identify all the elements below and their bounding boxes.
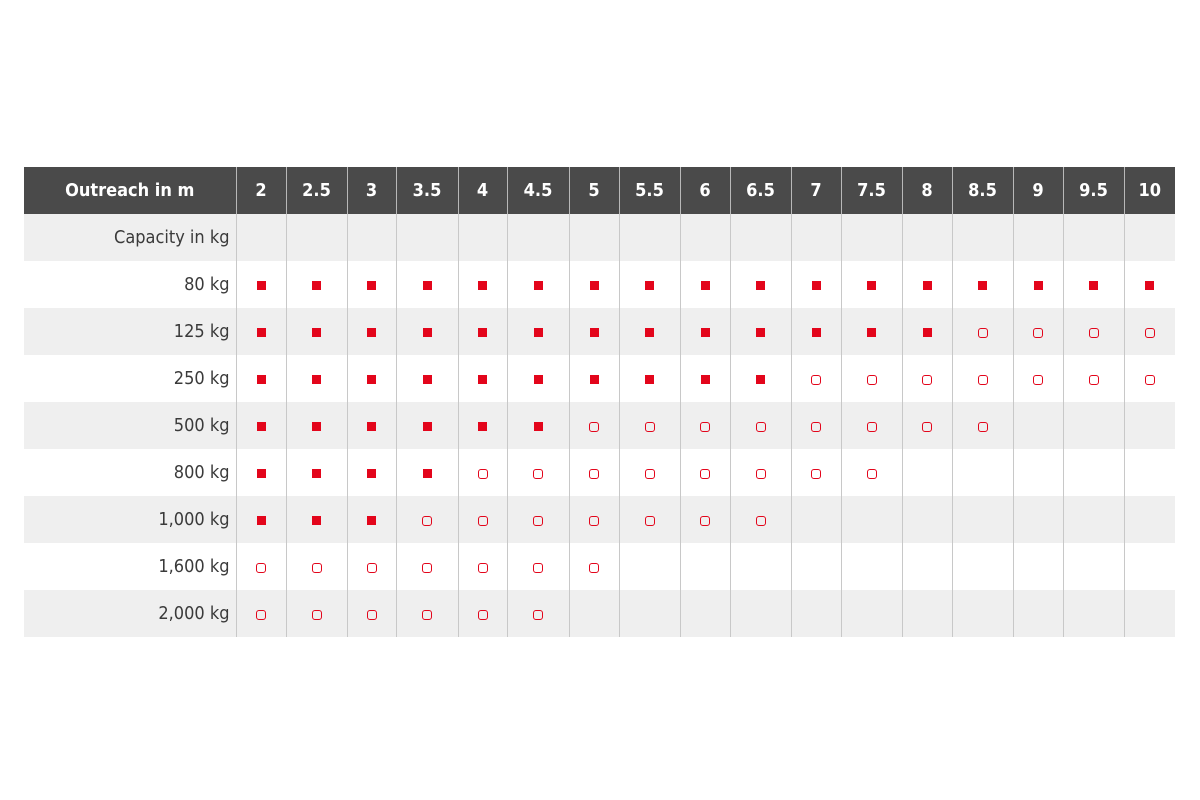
- table-body: [24, 214, 1175, 637]
- capacity-row-label: 125 kg: [24, 308, 236, 355]
- capacity-cell: [902, 543, 952, 590]
- filled-square-icon: [423, 422, 432, 431]
- outline-rounded-square-icon: [533, 469, 543, 479]
- outline-rounded-square-icon: [811, 469, 821, 479]
- capacity-cell: [791, 402, 841, 449]
- capacity-cell: [286, 449, 347, 496]
- header-row: [24, 167, 1175, 214]
- empty-cell: [507, 214, 569, 261]
- filled-square-icon: [534, 281, 543, 290]
- capacity-cell: [619, 590, 680, 637]
- filled-square-icon: [812, 328, 821, 337]
- capacity-cell: [1013, 590, 1063, 637]
- capacity-cell: [730, 402, 791, 449]
- table-row: [24, 261, 1175, 308]
- capacity-cell: [458, 543, 507, 590]
- filled-square-icon: [367, 328, 376, 337]
- filled-square-icon: [312, 281, 321, 290]
- capacity-cell: [507, 543, 569, 590]
- outline-rounded-square-icon: [256, 610, 266, 620]
- capacity-cell: [1063, 496, 1124, 543]
- capacity-cell: [236, 496, 286, 543]
- empty-cell: [1063, 214, 1124, 261]
- capacity-cell: [1063, 308, 1124, 355]
- empty-cell: [841, 214, 902, 261]
- capacity-cell: [1013, 449, 1063, 496]
- outline-rounded-square-icon: [256, 563, 266, 573]
- capacity-cell: [458, 355, 507, 402]
- filled-square-icon: [978, 281, 987, 290]
- outreach-column-header: 4: [458, 167, 507, 214]
- outreach-header-label: Outreach in m: [24, 167, 236, 214]
- capacity-cell: [286, 261, 347, 308]
- empty-cell: [1013, 214, 1063, 261]
- capacity-cell: [396, 590, 458, 637]
- capacity-cell: [286, 308, 347, 355]
- capacity-cell: [730, 261, 791, 308]
- capacity-cell: [1013, 261, 1063, 308]
- outline-rounded-square-icon: [700, 516, 710, 526]
- capacity-row-label: 80 kg: [24, 261, 236, 308]
- empty-cell: [952, 214, 1013, 261]
- capacity-cell: [569, 449, 619, 496]
- capacity-cell: [791, 355, 841, 402]
- filled-square-icon: [590, 328, 599, 337]
- capacity-cell: [569, 355, 619, 402]
- outline-rounded-square-icon: [700, 422, 710, 432]
- filled-square-icon: [312, 469, 321, 478]
- capacity-cell: [619, 402, 680, 449]
- table-row: [24, 543, 1175, 590]
- capacity-cell: [680, 402, 730, 449]
- filled-square-icon: [867, 328, 876, 337]
- outline-rounded-square-icon: [589, 469, 599, 479]
- outreach-column-header: 9.5: [1063, 167, 1124, 214]
- capacity-cell: [791, 449, 841, 496]
- capacity-cell: [902, 308, 952, 355]
- capacity-cell: [680, 590, 730, 637]
- outline-rounded-square-icon: [367, 563, 377, 573]
- capacity-cell: [1124, 543, 1175, 590]
- filled-square-icon: [590, 281, 599, 290]
- capacity-cell: [569, 496, 619, 543]
- capacity-cell: [1124, 402, 1175, 449]
- outline-rounded-square-icon: [478, 563, 488, 573]
- outline-rounded-square-icon: [756, 516, 766, 526]
- capacity-cell: [1124, 355, 1175, 402]
- capacity-cell: [396, 355, 458, 402]
- capacity-cell: [507, 355, 569, 402]
- capacity-cell: [791, 590, 841, 637]
- capacity-cell: [569, 590, 619, 637]
- capacity-cell: [902, 496, 952, 543]
- filled-square-icon: [534, 328, 543, 337]
- outline-rounded-square-icon: [422, 610, 432, 620]
- capacity-cell: [458, 590, 507, 637]
- outreach-column-header: 3.5: [396, 167, 458, 214]
- outreach-column-header: 7: [791, 167, 841, 214]
- capacity-cell: [507, 308, 569, 355]
- capacity-cell: [730, 308, 791, 355]
- capacity-cell: [1124, 496, 1175, 543]
- empty-cell: [458, 214, 507, 261]
- capacity-cell: [507, 402, 569, 449]
- capacity-cell: [347, 261, 396, 308]
- capacity-cell: [1063, 402, 1124, 449]
- capacity-cell: [619, 308, 680, 355]
- filled-square-icon: [923, 328, 932, 337]
- filled-square-icon: [590, 375, 599, 384]
- capacity-cell: [841, 261, 902, 308]
- filled-square-icon: [645, 375, 654, 384]
- capacity-cell: [619, 496, 680, 543]
- capacity-cell: [902, 449, 952, 496]
- filled-square-icon: [423, 328, 432, 337]
- filled-square-icon: [923, 281, 932, 290]
- outline-rounded-square-icon: [478, 516, 488, 526]
- outline-rounded-square-icon: [1089, 328, 1099, 338]
- capacity-cell: [902, 590, 952, 637]
- filled-square-icon: [257, 375, 266, 384]
- capacity-cell: [952, 590, 1013, 637]
- outreach-column-header: 5: [569, 167, 619, 214]
- capacity-cell: [507, 590, 569, 637]
- capacity-cell: [730, 496, 791, 543]
- capacity-cell: [1063, 261, 1124, 308]
- capacity-cell: [680, 449, 730, 496]
- outreach-column-header: 5.5: [619, 167, 680, 214]
- filled-square-icon: [367, 281, 376, 290]
- outline-rounded-square-icon: [478, 469, 488, 479]
- capacity-cell: [952, 308, 1013, 355]
- outline-rounded-square-icon: [645, 516, 655, 526]
- filled-square-icon: [257, 422, 266, 431]
- capacity-cell: [841, 543, 902, 590]
- outline-rounded-square-icon: [922, 375, 932, 385]
- capacity-cell: [236, 590, 286, 637]
- outline-rounded-square-icon: [422, 516, 432, 526]
- empty-cell: [680, 214, 730, 261]
- capacity-cell: [286, 355, 347, 402]
- capacity-cell: [236, 261, 286, 308]
- capacity-cell: [1124, 308, 1175, 355]
- capacity-row-label: 250 kg: [24, 355, 236, 402]
- capacity-cell: [952, 261, 1013, 308]
- outline-rounded-square-icon: [645, 469, 655, 479]
- capacity-cell: [902, 261, 952, 308]
- capacity-cell: [680, 543, 730, 590]
- capacity-cell: [458, 402, 507, 449]
- outline-rounded-square-icon: [645, 422, 655, 432]
- outreach-capacity-table: [24, 167, 1175, 637]
- filled-square-icon: [756, 375, 765, 384]
- capacity-cell: [396, 261, 458, 308]
- capacity-row-label: 2,000 kg: [24, 590, 236, 637]
- outline-rounded-square-icon: [811, 375, 821, 385]
- outreach-column-header: 8: [902, 167, 952, 214]
- capacity-cell: [730, 449, 791, 496]
- capacity-cell: [680, 355, 730, 402]
- outline-rounded-square-icon: [811, 422, 821, 432]
- filled-square-icon: [701, 328, 710, 337]
- outline-rounded-square-icon: [1033, 328, 1043, 338]
- capacity-table-container: [24, 167, 1175, 637]
- filled-square-icon: [257, 516, 266, 525]
- filled-square-icon: [478, 328, 487, 337]
- capacity-cell: [1063, 449, 1124, 496]
- filled-square-icon: [367, 469, 376, 478]
- filled-square-icon: [478, 281, 487, 290]
- capacity-cell: [286, 496, 347, 543]
- capacity-cell: [458, 308, 507, 355]
- filled-square-icon: [312, 328, 321, 337]
- outreach-column-header: 6.5: [730, 167, 791, 214]
- capacity-cell: [619, 543, 680, 590]
- capacity-cell: [286, 590, 347, 637]
- outline-rounded-square-icon: [589, 422, 599, 432]
- capacity-cell: [791, 496, 841, 543]
- filled-square-icon: [1089, 281, 1098, 290]
- capacity-subheader-label: Capacity in kg: [24, 214, 236, 261]
- empty-cell: [396, 214, 458, 261]
- filled-square-icon: [423, 281, 432, 290]
- filled-square-icon: [867, 281, 876, 290]
- filled-square-icon: [812, 281, 821, 290]
- capacity-cell: [791, 543, 841, 590]
- outreach-column-header: 3: [347, 167, 396, 214]
- outline-rounded-square-icon: [589, 516, 599, 526]
- filled-square-icon: [423, 469, 432, 478]
- outline-rounded-square-icon: [1089, 375, 1099, 385]
- filled-square-icon: [257, 328, 266, 337]
- filled-square-icon: [534, 375, 543, 384]
- capacity-row-label: 500 kg: [24, 402, 236, 449]
- outline-rounded-square-icon: [1145, 375, 1155, 385]
- outreach-column-header: 7.5: [841, 167, 902, 214]
- empty-cell: [347, 214, 396, 261]
- capacity-cell: [1013, 355, 1063, 402]
- filled-square-icon: [756, 281, 765, 290]
- capacity-cell: [347, 308, 396, 355]
- outline-rounded-square-icon: [922, 422, 932, 432]
- capacity-cell: [680, 496, 730, 543]
- outline-rounded-square-icon: [756, 422, 766, 432]
- capacity-cell: [396, 449, 458, 496]
- filled-square-icon: [312, 375, 321, 384]
- capacity-cell: [347, 543, 396, 590]
- capacity-cell: [236, 402, 286, 449]
- outline-rounded-square-icon: [867, 422, 877, 432]
- capacity-cell: [841, 449, 902, 496]
- filled-square-icon: [701, 281, 710, 290]
- capacity-cell: [1063, 355, 1124, 402]
- capacity-cell: [458, 449, 507, 496]
- filled-square-icon: [1034, 281, 1043, 290]
- empty-cell: [569, 214, 619, 261]
- capacity-cell: [347, 402, 396, 449]
- capacity-cell: [569, 308, 619, 355]
- capacity-cell: [396, 308, 458, 355]
- outline-rounded-square-icon: [367, 610, 377, 620]
- capacity-cell: [347, 449, 396, 496]
- capacity-cell: [396, 402, 458, 449]
- outreach-column-header: 10: [1124, 167, 1175, 214]
- capacity-cell: [236, 543, 286, 590]
- capacity-cell: [730, 543, 791, 590]
- capacity-cell: [841, 590, 902, 637]
- outline-rounded-square-icon: [533, 516, 543, 526]
- outline-rounded-square-icon: [533, 563, 543, 573]
- capacity-cell: [791, 261, 841, 308]
- outline-rounded-square-icon: [1033, 375, 1043, 385]
- capacity-cell: [236, 449, 286, 496]
- capacity-cell: [841, 355, 902, 402]
- capacity-cell: [347, 590, 396, 637]
- capacity-cell: [286, 402, 347, 449]
- subheader-row: [24, 214, 1175, 261]
- capacity-cell: [396, 543, 458, 590]
- capacity-cell: [1013, 543, 1063, 590]
- filled-square-icon: [1145, 281, 1154, 290]
- capacity-cell: [952, 496, 1013, 543]
- table-row: [24, 402, 1175, 449]
- filled-square-icon: [312, 516, 321, 525]
- table-row: [24, 308, 1175, 355]
- outline-rounded-square-icon: [978, 422, 988, 432]
- filled-square-icon: [645, 281, 654, 290]
- table-row: [24, 449, 1175, 496]
- capacity-cell: [1013, 402, 1063, 449]
- outreach-column-header: 8.5: [952, 167, 1013, 214]
- outreach-column-header: 4.5: [507, 167, 569, 214]
- capacity-cell: [347, 496, 396, 543]
- outline-rounded-square-icon: [422, 563, 432, 573]
- filled-square-icon: [312, 422, 321, 431]
- capacity-cell: [236, 355, 286, 402]
- outreach-column-header: 6: [680, 167, 730, 214]
- outline-rounded-square-icon: [312, 563, 322, 573]
- capacity-cell: [841, 496, 902, 543]
- filled-square-icon: [534, 422, 543, 431]
- outline-rounded-square-icon: [756, 469, 766, 479]
- capacity-cell: [952, 355, 1013, 402]
- outline-rounded-square-icon: [700, 469, 710, 479]
- filled-square-icon: [645, 328, 654, 337]
- capacity-cell: [1124, 261, 1175, 308]
- capacity-cell: [680, 261, 730, 308]
- capacity-cell: [569, 402, 619, 449]
- outline-rounded-square-icon: [312, 610, 322, 620]
- capacity-cell: [458, 496, 507, 543]
- capacity-cell: [347, 355, 396, 402]
- empty-cell: [236, 214, 286, 261]
- capacity-cell: [730, 355, 791, 402]
- capacity-cell: [902, 355, 952, 402]
- capacity-cell: [1124, 449, 1175, 496]
- filled-square-icon: [367, 516, 376, 525]
- capacity-cell: [1013, 308, 1063, 355]
- empty-cell: [286, 214, 347, 261]
- capacity-cell: [841, 308, 902, 355]
- filled-square-icon: [756, 328, 765, 337]
- capacity-cell: [507, 261, 569, 308]
- capacity-cell: [619, 449, 680, 496]
- outline-rounded-square-icon: [533, 610, 543, 620]
- filled-square-icon: [257, 281, 266, 290]
- capacity-cell: [902, 402, 952, 449]
- capacity-cell: [952, 402, 1013, 449]
- filled-square-icon: [257, 469, 266, 478]
- outline-rounded-square-icon: [478, 610, 488, 620]
- capacity-cell: [569, 543, 619, 590]
- table-row: [24, 355, 1175, 402]
- capacity-cell: [791, 308, 841, 355]
- empty-cell: [730, 214, 791, 261]
- outline-rounded-square-icon: [867, 469, 877, 479]
- outline-rounded-square-icon: [867, 375, 877, 385]
- capacity-cell: [952, 543, 1013, 590]
- capacity-cell: [619, 355, 680, 402]
- capacity-cell: [841, 402, 902, 449]
- table-row: [24, 590, 1175, 637]
- filled-square-icon: [367, 375, 376, 384]
- capacity-cell: [730, 590, 791, 637]
- table-row: [24, 496, 1175, 543]
- capacity-cell: [396, 496, 458, 543]
- capacity-cell: [680, 308, 730, 355]
- capacity-cell: [236, 308, 286, 355]
- capacity-cell: [458, 261, 507, 308]
- capacity-row-label: 1,600 kg: [24, 543, 236, 590]
- empty-cell: [1124, 214, 1175, 261]
- capacity-cell: [952, 449, 1013, 496]
- outreach-column-header: 2.5: [286, 167, 347, 214]
- capacity-cell: [1013, 496, 1063, 543]
- outline-rounded-square-icon: [978, 328, 988, 338]
- filled-square-icon: [367, 422, 376, 431]
- filled-square-icon: [478, 375, 487, 384]
- capacity-cell: [1063, 543, 1124, 590]
- capacity-row-label: 800 kg: [24, 449, 236, 496]
- capacity-cell: [507, 449, 569, 496]
- empty-cell: [902, 214, 952, 261]
- outreach-column-header: 2: [236, 167, 286, 214]
- empty-cell: [791, 214, 841, 261]
- capacity-row-label: 1,000 kg: [24, 496, 236, 543]
- capacity-cell: [569, 261, 619, 308]
- outline-rounded-square-icon: [1145, 328, 1155, 338]
- capacity-cell: [1063, 590, 1124, 637]
- filled-square-icon: [478, 422, 487, 431]
- outline-rounded-square-icon: [589, 563, 599, 573]
- capacity-cell: [507, 496, 569, 543]
- capacity-cell: [286, 543, 347, 590]
- capacity-cell: [1124, 590, 1175, 637]
- empty-cell: [619, 214, 680, 261]
- filled-square-icon: [423, 375, 432, 384]
- capacity-cell: [619, 261, 680, 308]
- filled-square-icon: [701, 375, 710, 384]
- outline-rounded-square-icon: [978, 375, 988, 385]
- outreach-column-header: 9: [1013, 167, 1063, 214]
